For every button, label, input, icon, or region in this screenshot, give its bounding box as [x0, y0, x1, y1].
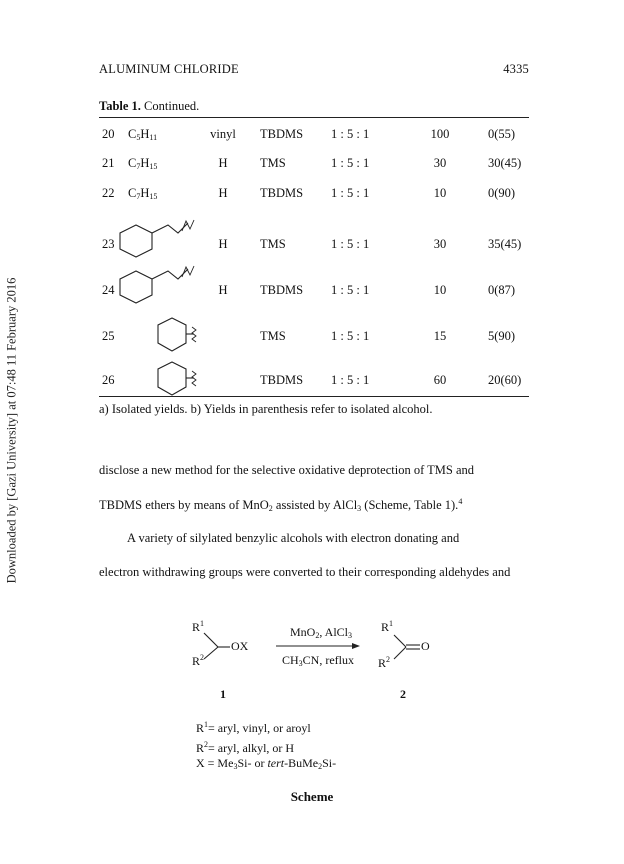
- body-paragraph: [99, 463, 529, 478]
- entry-number: 24: [102, 283, 115, 297]
- r1-label: $R^1$: [192, 619, 205, 634]
- reagent-bottom: $CH_3CN$, reflux: [282, 653, 354, 668]
- text-line: [99, 463, 529, 478]
- molar-ratio: 1 : 5 : 1: [331, 373, 370, 387]
- compound-label-1: 1: [220, 687, 226, 701]
- definition-r1: $R^1=$ aryl, vinyl, or aroyl: [196, 720, 311, 735]
- scheme-title: Scheme: [290, 789, 334, 804]
- substrate-formula: $C_7H_{15}$: [128, 156, 158, 171]
- yield: 35(45): [488, 237, 522, 251]
- entry-number: 25: [102, 329, 115, 343]
- reaction-time: 10: [433, 283, 447, 297]
- text-line-content: electron withdrawing groups were converted to their corresponding aldehydes and: [99, 565, 511, 579]
- yield: 0(90): [488, 186, 516, 200]
- protecting-group: TMS: [260, 329, 286, 343]
- text-line-content: A variety of silylated benzylic alcohols with electron donating and: [127, 531, 460, 545]
- table-top-rule: [99, 117, 529, 118]
- definition-r2: $R^2=$ aryl, alkyl, or H: [196, 739, 295, 755]
- r-group: H: [218, 156, 228, 170]
- table-caption-text: Continued.: [144, 99, 200, 113]
- entry-number: 20: [102, 127, 115, 141]
- protecting-group: TBDMS: [260, 186, 304, 200]
- molar-ratio: 1 : 5 : 1: [331, 237, 370, 251]
- molar-ratio: 1 : 5 : 1: [331, 186, 370, 200]
- protecting-group: TMS: [260, 237, 286, 251]
- molar-ratio: 1 : 5 : 1: [331, 156, 370, 170]
- table-caption: [99, 99, 199, 114]
- running-title: ALUMINUM CHLORIDE: [99, 62, 239, 76]
- oxygen-label: O: [421, 639, 430, 653]
- protecting-group: TBDMS: [260, 373, 304, 387]
- substituent-definitions: [196, 717, 336, 775]
- r-group: H: [218, 283, 228, 297]
- reaction-time: 100: [430, 127, 450, 141]
- table-caption-label: Table 1.: [99, 99, 141, 113]
- protecting-group: TMS: [260, 156, 286, 170]
- text-line-content: TBDMS ethers by means of MnO: [99, 498, 269, 513]
- entry-number: 26: [102, 373, 115, 387]
- substrate-formula: $C_5H_{11}$: [128, 127, 158, 142]
- reaction-time: 60: [433, 373, 447, 387]
- entry-number: 22: [102, 186, 115, 200]
- page-number: 4335: [503, 62, 529, 76]
- protecting-group: TBDMS: [260, 283, 304, 297]
- entry-number: 21: [102, 156, 115, 170]
- yield: 0(55): [488, 127, 516, 141]
- body-paragraph-line: [99, 565, 529, 580]
- product-r1-label: $R^1$: [381, 619, 394, 634]
- cyclohexylethyl-structure: [116, 219, 198, 263]
- yield: 30(45): [488, 156, 522, 170]
- table-footnote: a) Isolated yields. b) Yields in parenthesis refer to isolated alcohol.: [99, 402, 433, 416]
- cyclohexylethyl-structure: [116, 265, 198, 309]
- ox-label: OX: [231, 639, 249, 653]
- substrate-formula: $C_7H_{15}$: [128, 186, 158, 201]
- reaction-time: 30: [433, 156, 447, 170]
- molar-ratio: 1 : 5 : 1: [331, 329, 370, 343]
- yield: 5(90): [488, 329, 516, 343]
- molar-ratio: 1 : 5 : 1: [331, 127, 370, 141]
- yield: 20(60): [488, 373, 522, 387]
- body-paragraph-line: TBDMS ethers by means of MnO$_2$ assisted by AlCl$_3$ (Scheme, Table 1).$^4$: [99, 497, 463, 514]
- text-line-content: disclose a new method for the selective oxidative deprotection of TMS and: [99, 463, 475, 477]
- reaction-scheme: [180, 615, 450, 715]
- product-r2-label: $R^2$: [378, 655, 391, 670]
- compound-label-2: 2: [400, 687, 406, 701]
- r-group: vinyl: [210, 127, 236, 141]
- reaction-time: 10: [433, 186, 447, 200]
- download-watermark: [2, 160, 22, 700]
- reaction-time: 30: [433, 237, 447, 251]
- running-header: [99, 62, 529, 77]
- r-group: H: [218, 237, 228, 251]
- protecting-group: TBDMS: [260, 127, 304, 141]
- cyclohexyl-structure: [154, 315, 204, 355]
- definition-x: $X = Me_3Si-$ or tert-BuMe$_2$Si-: [196, 756, 337, 771]
- download-watermark-text: Downloaded by [Gazi University] at 07:48 11 February 2016: [4, 277, 19, 583]
- table-bottom-rule: [99, 396, 529, 397]
- r-group: H: [218, 186, 228, 200]
- r2-label: $R^2$: [192, 653, 205, 668]
- reaction-time: 15: [433, 329, 447, 343]
- entry-number: 23: [102, 237, 115, 251]
- yield: 0(87): [488, 283, 516, 297]
- cyclohexyl-structure: [154, 359, 204, 399]
- molar-ratio: 1 : 5 : 1: [331, 283, 370, 297]
- reagent-top: MnO$_2$, AlCl$_3$: [290, 625, 353, 640]
- body-paragraph: [127, 531, 529, 546]
